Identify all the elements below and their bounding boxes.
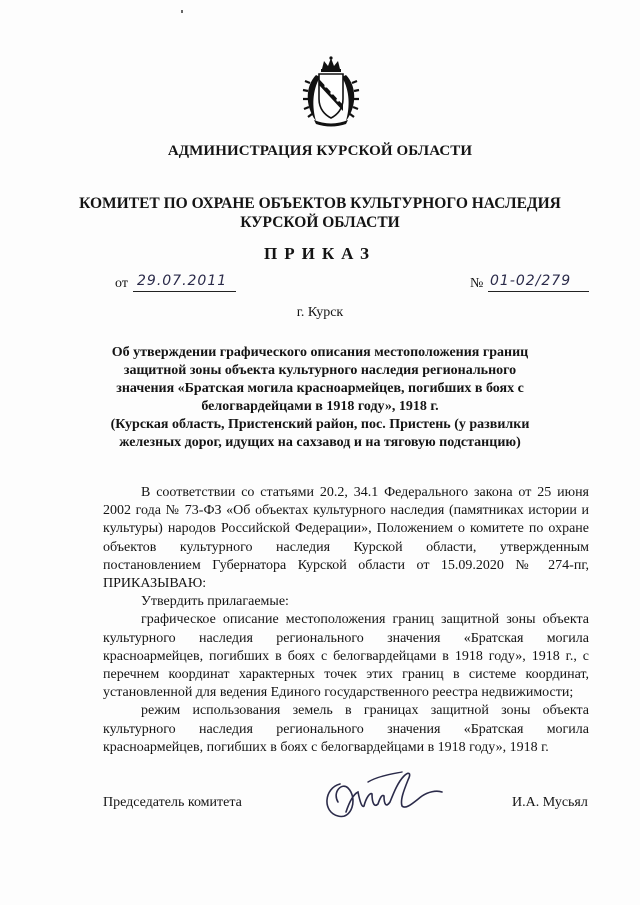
order-subject [0,344,640,452]
order-body [103,484,589,757]
subject-line: белогвардейцами в 1918 году», 1918 г. [201,399,439,414]
date-label: от [115,276,128,291]
order-title: ПРИКАЗ [264,244,376,263]
signatory-name: И.А. Мусьял [512,795,588,810]
committee-title [0,194,640,232]
committee-title-line2: КУРСКОЙ ОБЛАСТИ [240,214,400,231]
body-paragraph: графическое описание местоположения границ защитной зоны объекта культурного наследия регионального значения «Братская могила красноармейцев, погибших в боях с белогвардейцами в 1918 году», 1918 г., с перечнем координат характерных точек этих границ в системе координат, установленной для ведения Единого государственного реестра недвижимости; [103,612,589,701]
body-paragraph: В соответствии со статьями 20.2, 34.1 Федерального закона от 25 июня 2002 года № 73-ФЗ «Об объектах культурного наследия (памятниках истории и культуры) народов Российской Федерации», Положением о комитете по охране объектов культурного наследия Курской области, утвержденным постановлением Губернатора Курской области от 15.09.2020 № 274-пг, ПРИКАЗЫВАЮ: [103,485,589,592]
subject-line: (Курская область, Пристенский район, пос. Пристень (у развилки [110,417,530,432]
number-underline [488,291,589,292]
subject-line: защитной зоны объекта культурного наследия регионального [123,363,517,378]
number-value: 01-02/279 [490,273,572,289]
number-label: № [470,276,484,291]
coat-of-arms-icon [302,55,360,127]
body-paragraph: Утвердить прилагаемые: [141,594,289,610]
administration-title: АДМИНИСТРАЦИЯ КУРСКОЙ ОБЛАСТИ [167,143,473,159]
signatory-position: Председатель комитета [103,795,242,810]
subject-line: железных дорог, идущих на сахзавод и на тяговую подстанцию) [119,435,521,450]
handwritten-signature [318,762,446,824]
body-paragraph: режим использования земель в границах защитной зоны объекта культурного наследия регионального значения «Братская могила красноармейцев, погибших в боях с белогвардейцами в 1918 году», 1918 г. [103,703,589,755]
subject-line: значения «Братская могила красноармейцев, погибших в боях с [116,381,524,396]
city: г. Курск [296,305,344,320]
committee-title-line1: КОМИТЕТ ПО ОХРАНЕ ОБЪЕКТОВ КУЛЬТУРНОГО НАСЛЕДИЯ [79,195,561,212]
date-underline [133,291,236,292]
subject-line: Об утверждении графического описания местоположения границ [111,345,529,360]
date-value: 29.07.2011 [137,273,228,289]
scan-speck [181,10,183,13]
